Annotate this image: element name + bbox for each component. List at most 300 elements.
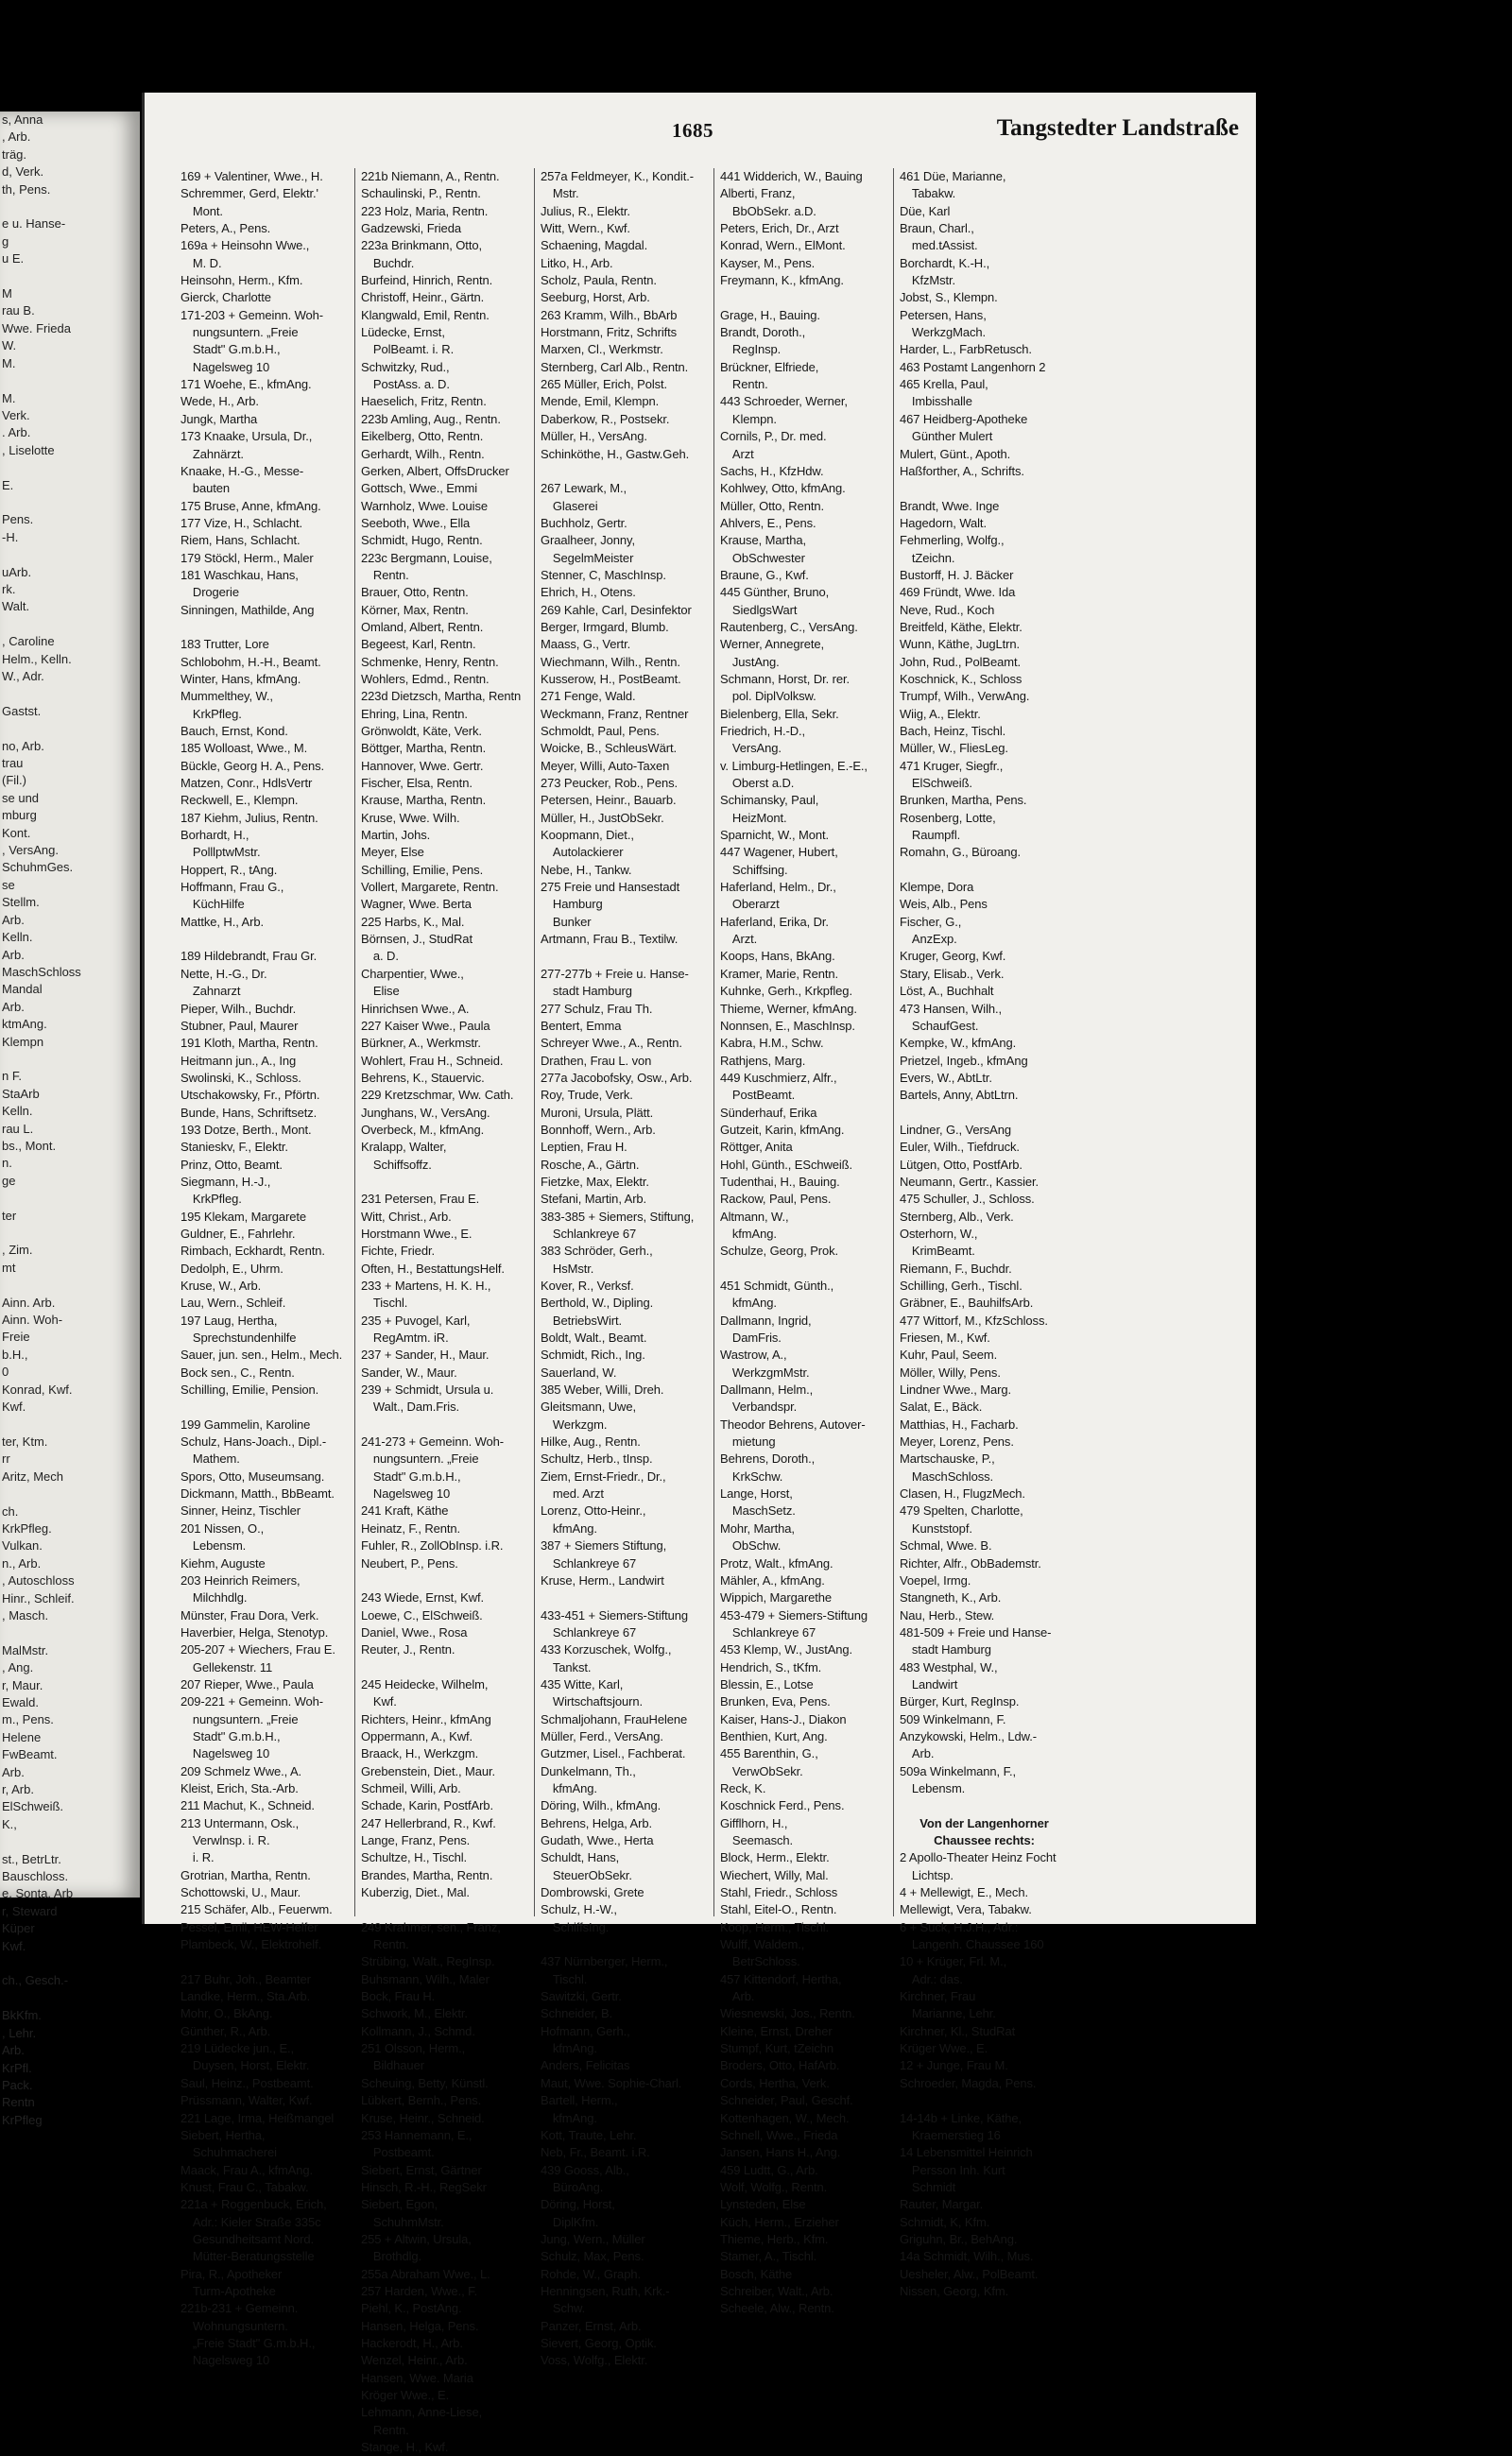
directory-entry: Mummelthey, W., — [180, 689, 273, 704]
directory-entry: Bürger, Kurt, RegInsp. — [900, 1694, 1020, 1709]
directory-entry: Harder, L., FarbRetusch. — [900, 342, 1032, 357]
directory-entry: Mende, Emil, Klempn. — [541, 394, 660, 409]
directory-entry: 387 + Siemers Stiftung, — [541, 1538, 667, 1554]
directory-entry: Koopmann, Diet., — [541, 828, 634, 843]
directory-entry: Daberkow, R., Postsekr. — [541, 411, 670, 426]
directory-entry: Schmann, Horst, Dr. rer. — [720, 671, 850, 686]
directory-entry: kfmAng. — [720, 1296, 777, 1311]
directory-entry: Hansen, Wwe. Maria — [361, 2370, 473, 2385]
directory-entry: Griguhn, Br., BehAng. — [900, 2231, 1018, 2246]
directory-entry: 467 Heidberg-Apotheke — [900, 411, 1028, 426]
directory-entry: Clasen, H., FlugzMech. — [900, 1486, 1025, 1502]
directory-entry: Kott, Traute, Lehr. — [541, 2127, 637, 2142]
directory-entry: Dallmann, Ingrid, — [720, 1313, 812, 1328]
directory-entry: 483 Westphal, W., — [900, 1659, 998, 1675]
directory-entry: Meyer, Willi, Auto-Taxen — [541, 758, 670, 773]
directory-entry: Koops, Hans, BkAng. — [720, 949, 835, 964]
prev-page-line: Vulkan. — [2, 1538, 43, 1554]
directory-entry: 225 Harbs, K., Mal. — [361, 914, 465, 929]
directory-entry: 187 Kiehm, Julius, Rentn. — [180, 810, 318, 825]
directory-entry: Knust, Frau C., Tabakw. — [180, 2179, 309, 2194]
directory-entry: VersAng. — [720, 741, 782, 756]
directory-entry: Lüdecke, Ernst, — [361, 325, 445, 340]
prev-page-line: W., Adr. — [2, 669, 44, 683]
directory-entry: 451 Schmidt, Günth., — [720, 1279, 834, 1293]
directory-entry: Schmidt, Hugo, Rentn. — [361, 533, 483, 548]
directory-entry: KfzMstr. — [900, 273, 956, 288]
prev-page-line: M — [2, 286, 12, 301]
directory-entry: Schlobohm, H.-H., Beamt. — [180, 654, 321, 669]
directory-entry: 221 Lage, Irma, Heißmangel — [180, 2110, 335, 2125]
directory-entry: Peters, Erich, Dr., Arzt — [720, 221, 839, 236]
directory-entry: Bückle, Georg H. A., Pens. — [180, 758, 325, 773]
prev-page-line: Arb. — [2, 947, 25, 962]
directory-entry: Schlankreye 67 — [541, 1624, 637, 1640]
directory-entry: Schaulinski, P., Rentn. — [361, 186, 481, 201]
prev-page-line: Kelln. — [2, 1104, 33, 1119]
directory-entry: Bürkner, A., Werkmstr. — [361, 1036, 481, 1051]
directory-entry: Maut, Wwe. Sophie-Charl. — [541, 2075, 682, 2090]
directory-entry: Trumpf, Wilh., VerwAng. — [900, 689, 1030, 704]
directory-entry: Sinner, Heinz, Tischler — [180, 1503, 301, 1519]
directory-entry: Bildhauer — [361, 2058, 424, 2073]
prev-page-line: r, Arb. — [2, 1782, 34, 1796]
directory-entry: 247 Hellerbrand, R., Kwf. — [361, 1815, 496, 1830]
directory-entry: 197 Laug, Hertha, — [180, 1313, 278, 1328]
directory-entry: Röttger, Anita — [720, 1140, 793, 1155]
directory-entry: Kruse, Wwe. Wilh. — [361, 810, 460, 825]
directory-entry: Schremmer, Gerd, Elektr.' — [180, 186, 318, 201]
directory-entry: Nagelsweg 10 — [180, 2353, 270, 2368]
directory-entry: Seeburg, Horst, Arb. — [541, 290, 650, 305]
prev-page-line: s, Anna — [2, 112, 43, 127]
prev-page-line: , Masch. — [2, 1607, 49, 1623]
directory-entry: Meyer, Lorenz, Pens. — [900, 1434, 1014, 1450]
prev-page-line: 0 — [2, 1365, 9, 1380]
directory-entry: Hamburg — [541, 897, 603, 912]
directory-entry: Dombrowski, Grete — [541, 1885, 644, 1900]
prev-page-line: Helene — [2, 1729, 42, 1744]
directory-entry: Graalheer, Jonny, — [541, 533, 635, 548]
directory-entry: Fischer, G., — [900, 914, 962, 929]
prev-page-line: MaschSchloss — [2, 964, 81, 979]
directory-entry — [180, 1953, 351, 1970]
prev-page-line — [0, 1051, 140, 1068]
prev-page-line: e, Sonta. Arb — [2, 1886, 74, 1901]
directory-entry: Dedolph, E., Uhrm. — [180, 1261, 284, 1276]
directory-entry: nungsuntern. „Freie — [180, 1711, 299, 1726]
directory-entry: Hansen, Helga, Pens. — [361, 2318, 479, 2333]
directory-entry: Buchholz, Gertr. — [541, 515, 627, 530]
directory-entry: Stary, Elisab., Verk. — [900, 966, 1005, 981]
directory-entry: Salat, E., Bäck. — [900, 1400, 983, 1415]
directory-entry: Thieme, Werner, kfmAng. — [720, 1001, 857, 1016]
directory-entry: 2 Apollo-Theater Heinz Focht — [900, 1850, 1057, 1865]
prev-page-line: n. — [2, 1156, 12, 1171]
directory-entry: Kuhnke, Gerh., Krkpfleg. — [720, 984, 852, 999]
directory-entry: Lütgen, Otto, PostfArb. — [900, 1157, 1022, 1172]
directory-entry: Kralapp, Walter, — [361, 1140, 447, 1155]
directory-entry: Schreiber, Walt., Arb. — [720, 2283, 833, 2298]
directory-entry: Tabakw. — [900, 186, 956, 201]
directory-entry: Klangwald, Emil, Rentn. — [361, 307, 490, 322]
directory-entry — [900, 1105, 1069, 1122]
directory-entry: Maass, G., Vertr. — [541, 637, 631, 652]
directory-entry: Arzt. — [720, 932, 758, 947]
directory-entry: Lindner, G., VersAng — [900, 1122, 1011, 1137]
directory-entry: 463 Postamt Langenhorn 2 — [900, 359, 1046, 374]
directory-entry: Wohlers, Edmd., Rentn. — [361, 671, 490, 686]
directory-entry: Walt., Dam.Fris. — [361, 1400, 459, 1415]
directory-entry: Richter, Alfr., ObBademstr. — [900, 1555, 1041, 1571]
directory-entry: Friedrich, H.-D., — [720, 724, 806, 738]
directory-entry: med.tAssist. — [900, 238, 978, 253]
directory-entry: 215 Schäfer, Alb., Feuerwm. — [180, 1902, 333, 1917]
directory-entry: Siegmann, H.-J., — [180, 1174, 271, 1189]
prev-page-line: , Zim. — [2, 1243, 33, 1258]
prev-page-line: KrPfleg — [2, 2112, 43, 2127]
directory-entry: Swolinski, K., Schloss. — [180, 1070, 301, 1085]
directory-entry: Günther Mulert — [900, 429, 993, 444]
directory-entry: „Freie Stadt" G.m.b.H., — [180, 2335, 316, 2350]
directory-entry: JustAng. — [720, 654, 780, 669]
directory-entry: Buhsmann, Wilh., Maler — [361, 1971, 490, 1986]
directory-entry: Winter, Hans, kfmAng. — [180, 671, 301, 686]
directory-entry: 233 + Martens, H. K. H., — [361, 1279, 491, 1293]
directory-entry: 475 Schuller, J., Schloss. — [900, 1192, 1035, 1207]
directory-entry: Krause, Martha, Rentn. — [361, 793, 487, 808]
directory-entry: Stefani, Martin, Arb. — [541, 1192, 647, 1207]
prev-page-line — [0, 1624, 140, 1641]
directory-entry: Sachs, H., KfzHdw. — [720, 463, 824, 478]
directory-entry: 185 Wolloast, Wwe., M. — [180, 741, 308, 756]
directory-entry: Schiffsing. — [720, 862, 788, 877]
prev-page-line: g — [2, 233, 9, 249]
directory-entry: Küch, Herm., Erzieher — [720, 2214, 839, 2229]
directory-entry: 219 Lüdecke jun., E., — [180, 2041, 295, 2056]
directory-entry: Kuhr, Paul, Seem. — [900, 1348, 998, 1363]
directory-entry: KüchHilfe — [180, 897, 245, 912]
directory-entry — [541, 948, 710, 965]
directory-entry: 277-277b + Freie u. Hanse- — [541, 966, 689, 981]
directory-entry: Wohnungsuntern. — [180, 2318, 288, 2333]
directory-entry: Rentn. — [720, 377, 768, 392]
directory-entry: Landwirt — [900, 1676, 958, 1692]
directory-entry: 273 Peucker, Rob., Pens. — [541, 776, 679, 791]
directory-entry: Jansen, Hans H., Ang. — [720, 2145, 841, 2160]
directory-entry: Horstmann Wwe., E. — [361, 1226, 472, 1241]
directory-entry: Gesundheitsamt Nord. — [180, 2231, 314, 2246]
directory-entry: Schilling, Emilie, Pens. — [361, 862, 484, 877]
directory-entry: Postbeamt. — [361, 2145, 435, 2160]
directory-entry: Grönwoldt, Käte, Verk. — [361, 724, 482, 738]
directory-entry: Duysen, Horst, Elektr. — [180, 2058, 310, 2073]
directory-entry: Bartell, Herm., — [541, 2093, 618, 2108]
directory-entry: Braack, H., Werkzgm. — [361, 1746, 479, 1761]
directory-entry: Borhardt, H., — [180, 828, 249, 843]
directory-entry: Sinningen, Mathilde, Ang — [180, 602, 315, 617]
directory-entry: Schilling, Emilie, Pension. — [180, 1383, 319, 1398]
directory-entry: 239 + Schmidt, Ursula u. — [361, 1383, 494, 1398]
directory-entry: Stadt" G.m.b.H., — [361, 1468, 461, 1484]
directory-entry: Tankst. — [541, 1659, 592, 1675]
directory-entry: Sander, W., Maur. — [361, 1365, 457, 1380]
directory-entry: Guldner, E., Fahrlehr. — [180, 1226, 296, 1241]
directory-entry: Kuberzig, Diet., Mal. — [361, 1885, 470, 1900]
directory-entry: 433-451 + Siemers-Stiftung — [541, 1607, 689, 1623]
directory-entry: Wohlert, Frau H., Schneid. — [361, 1053, 504, 1068]
directory-entry: Henningsen, Ruth, Krk.- — [541, 2283, 670, 2298]
prev-page-line: , VersAng. — [2, 843, 59, 858]
directory-entry — [180, 1399, 351, 1416]
directory-entry: SteuerObSekr. — [541, 1867, 632, 1882]
directory-entry: 231 Petersen, Frau E. — [361, 1192, 480, 1207]
directory-entry: Hackerodt, H., Arb. — [361, 2335, 463, 2350]
directory-entry: Wolf, Wolfg., Rentn. — [720, 2179, 828, 2194]
directory-entry — [361, 1417, 530, 1434]
directory-entry: Sünderhauf, Erika — [720, 1105, 817, 1120]
directory-entry: 435 Witte, Karl, — [541, 1676, 624, 1692]
directory-entry: 209 Schmelz Wwe., A. — [180, 1763, 302, 1778]
prev-page-line: KrkPfleg. — [2, 1520, 52, 1536]
prev-page-line: st., BetrLtr. — [2, 1851, 61, 1866]
prev-page-line: ElSchweiß. — [2, 1799, 64, 1814]
directory-entry: Plambeck, W., Elektrohelf. — [180, 1937, 322, 1952]
directory-entry: 171 Woehe, E., kfmAng. — [180, 377, 312, 392]
prev-page-line: MalMstr. — [2, 1642, 49, 1657]
directory-entry: Schmeil, Willi, Arb. — [361, 1780, 461, 1795]
directory-entry: Schmal, Wwe. B. — [900, 1538, 992, 1554]
directory-entry: 461 Düe, Marianne, — [900, 169, 1006, 183]
directory-entry: Stanieskv, F., Elektr. — [180, 1140, 288, 1155]
directory-entry: Turm-Apotheke — [180, 2283, 276, 2298]
directory-entry: Imbisshalle — [900, 394, 972, 409]
directory-entry — [180, 931, 351, 948]
prev-page-line: Bauschloss. — [2, 1869, 69, 1884]
directory-entry: WerkzgmMstr. — [720, 1365, 810, 1380]
directory-entry: 453 Klemp, W., JustAng. — [720, 1642, 853, 1657]
prev-page-line: d, Verk. — [2, 164, 44, 180]
prev-page-line — [0, 1955, 140, 1972]
directory-entry: Müller, Ferd., VersAng. — [541, 1728, 663, 1743]
directory-entry: Schinköthe, H., Gastw.Geh. — [541, 446, 690, 461]
directory-entry: Often, H., BestattungsHelf. — [361, 1261, 505, 1276]
directory-entry: Wiechert, Willy, Mal. — [720, 1867, 829, 1882]
directory-entry: 179 Stöckl, Herm., Maler — [180, 550, 314, 565]
directory-entry: Schlankreye 67 — [720, 1624, 816, 1640]
directory-entry: Bielenberg, Ella, Sekr. — [720, 706, 839, 721]
directory-entry: 257 Harden, Wwe., F. — [361, 2283, 477, 2298]
directory-entry: Autolackierer — [541, 845, 624, 860]
previous-page-edge — [0, 112, 140, 2127]
directory-entry: 257a Feldmeyer, K., Kondit.- — [541, 169, 694, 183]
prev-page-line: M. — [2, 355, 16, 370]
directory-entry: Nau, Herb., Stew. — [900, 1607, 995, 1623]
prev-page-line: n., Arb. — [2, 1555, 42, 1571]
directory-entry: Kruse, Herm., Landwirt — [541, 1572, 664, 1588]
directory-entry: 469 Fründt, Wwe. Ida — [900, 585, 1016, 600]
directory-entry: Glaserei — [541, 498, 598, 513]
directory-entry: Omland, Albert, Rentn. — [361, 619, 484, 634]
directory-entry: Schuldt, Hans, — [541, 1850, 620, 1865]
directory-entry: Rentn. — [361, 1937, 409, 1952]
directory-entry: Voss, Wolfg., Elektr. — [541, 2353, 648, 2368]
directory-entry: Brunken, Eva, Pens. — [720, 1694, 831, 1709]
directory-entry: 191 Kloth, Martha, Rentn. — [180, 1036, 318, 1051]
directory-entry: Stahl, Eitel-O., Rentn. — [720, 1902, 837, 1917]
directory-entry: ObSchw. — [720, 1538, 782, 1554]
directory-entry: KrkSchw. — [720, 1468, 783, 1484]
directory-entry: Scheuing, Betty, Künstl. — [361, 2075, 489, 2090]
directory-entry: Verwlnsp. i. R. — [180, 1833, 270, 1847]
prev-page-line: mburg — [2, 808, 37, 823]
directory-entry: Rentn. — [361, 567, 409, 582]
directory-entry: Günther, R., Arb. — [180, 2023, 271, 2038]
directory-entry: Sprechstundenhilfe — [180, 1331, 297, 1346]
directory-entry: Ziem, Ernst-Friedr., Dr., — [541, 1468, 666, 1484]
directory-entry: 243 Wiede, Ernst, Kwf. — [361, 1590, 485, 1606]
directory-entry: Grage, H., Bauing. — [720, 307, 820, 322]
directory-entry: Schwitzky, Rud., — [361, 359, 450, 374]
directory-entry: Lebensm. — [900, 1780, 966, 1795]
prev-page-line: Aritz, Mech — [2, 1468, 64, 1484]
directory-entry: Rathjens, Marg. — [720, 1053, 806, 1068]
directory-entry: 221a + Roggenbuck, Erich, — [180, 2197, 327, 2212]
directory-entry: Körner, Max, Rentn. — [361, 602, 469, 617]
prev-page-line: (Fil.) — [2, 773, 26, 788]
prev-page-line: ktmAng. — [2, 1017, 47, 1032]
directory-entry: Ahlvers, E., Pens. — [720, 515, 816, 530]
directory-entry: 171-203 + Gemeinn. Woh- — [180, 307, 324, 322]
directory-entry: Rosche, A., Gärtn. — [541, 1157, 640, 1172]
directory-entry: Verbandspr. — [720, 1400, 798, 1415]
directory-entry: Kottenhagen, W., Mech. — [720, 2110, 850, 2125]
directory-entry: 223 Holz, Maria, Rentn. — [361, 203, 489, 218]
directory-entry: Scheele, Alw., Rentn. — [720, 2301, 834, 2316]
directory-entry: Vollert, Margarete, Rentn. — [361, 880, 499, 895]
directory-entry: Heitmann jun., A., Ing — [180, 1053, 297, 1068]
directory-entry: HsMstr. — [541, 1261, 594, 1276]
directory-entry: BetriebsWirt. — [541, 1313, 623, 1328]
prev-page-line: Ewald. — [2, 1694, 40, 1709]
directory-entry: Witt, Christ., Arb. — [361, 1209, 452, 1224]
directory-entry: Kleine, Ernst, Dreher — [720, 2023, 833, 2038]
directory-entry: Schultze, H., Tischl. — [361, 1850, 468, 1865]
directory-entry: KrkPfleg. — [180, 1192, 242, 1207]
directory-entry: Fichte, Friedr. — [361, 1244, 435, 1259]
directory-entry: Wippich, Margarethe — [720, 1590, 833, 1606]
directory-entry: Münster, Frau Dora, Verk. — [180, 1607, 319, 1623]
page-number: 1685 — [672, 119, 713, 142]
directory-entry: Arb. — [720, 1989, 755, 2004]
directory-entry: Siebert, Egon, — [361, 2197, 438, 2212]
directory-entry: 509 Winkelmann, F. — [900, 1711, 1006, 1726]
prev-page-line — [0, 1486, 140, 1503]
prev-page-line: se — [2, 877, 15, 892]
directory-entry: Buchdr. — [361, 255, 415, 270]
directory-entry: Seeboth, Wwe., Ella — [361, 515, 471, 530]
directory-entry: Martschauske, P., — [900, 1451, 995, 1467]
prev-page-line — [0, 546, 140, 563]
directory-entry: Kirchner, Kl., StudRat — [900, 2023, 1016, 2038]
directory-entry: Leptien, Frau H. — [541, 1140, 627, 1155]
prev-page-line: ch. — [2, 1503, 19, 1519]
prev-page-line — [0, 372, 140, 389]
directory-entry: Sauerland, W. — [541, 1365, 617, 1380]
directory-entry: Rohde, W., Graph. — [541, 2266, 641, 2281]
directory-entry: Saul, Heinz., Postbeamt. — [180, 2075, 314, 2090]
directory-entry: Kruse, Heinr., Schneid. — [361, 2110, 485, 2125]
directory-entry: Gutzmer, Lisel., Fachberat. — [541, 1746, 686, 1761]
directory-entry: Elise — [361, 984, 400, 999]
directory-entry: Schulz, Hans-Joach., Dipl.- — [180, 1434, 327, 1450]
directory-entry: 465 Krella, Paul, — [900, 377, 988, 392]
directory-entry: bauten — [180, 481, 231, 496]
directory-entry: kfmAng. — [541, 2041, 597, 2056]
directory-entry: Petersen, Heinr., Bauarb. — [541, 793, 677, 808]
directory-entry: 383-385 + Siemers, Stiftung, — [541, 1209, 695, 1224]
directory-entry: Daniel, Wwe., Rosa — [361, 1624, 468, 1640]
directory-entry: Rauter, Margar. — [900, 2197, 984, 2212]
directory-entry: DamFris. — [720, 1331, 782, 1346]
directory-entry: Wirtschaftsjourn. — [541, 1694, 644, 1709]
directory-entry: Prinz, Otto, Beamt. — [180, 1157, 283, 1172]
directory-entry: Rosenberg, Lotte, — [900, 810, 996, 825]
directory-entry: Hinsch, R.-H., RegSekr — [361, 2179, 487, 2194]
directory-entry: Adr.: Kieler Straße 335c — [180, 2214, 321, 2229]
directory-entry: 455 Barenthin, G., — [720, 1746, 818, 1761]
directory-entry: 241 Kraft, Käthe — [361, 1503, 449, 1519]
directory-entry: BüroAng. — [541, 2179, 604, 2194]
directory-entry: Kiehm, Auguste — [180, 1555, 266, 1571]
directory-entry: 477 Wittorf, M., KfzSchloss. — [900, 1313, 1048, 1328]
directory-entry: Schmidt, K, Kfm. — [900, 2214, 990, 2229]
directory-entry: Siebert, Ernst, Gärtner — [361, 2162, 482, 2177]
prev-page-line — [0, 1190, 140, 1207]
directory-entry: 449 Kuschmierz, Alfr., — [720, 1070, 837, 1085]
directory-entry: Mohr, Martha, — [720, 1520, 795, 1536]
directory-entry: 211 Machut, K., Schneid. — [180, 1798, 315, 1813]
directory-entry: 205-207 + Wiechers, Frau E. — [180, 1642, 335, 1657]
directory-entry: 265 Müller, Erich, Polst. — [541, 377, 668, 392]
directory-entry: Tudenthai, H., Bauing. — [720, 1174, 840, 1189]
directory-entry: Koop, Herm., Tischl. — [720, 1919, 830, 1934]
directory-entry: Drathen, Frau L. von — [541, 1053, 652, 1068]
directory-entry: Klempn. — [720, 411, 777, 426]
directory-entry: 223c Bergmann, Louise, — [361, 550, 492, 565]
directory-entry: nungsuntern. „Freie — [180, 325, 299, 340]
prev-page-line: Walt. — [2, 599, 30, 614]
directory-entry: Lindner Wwe., Marg. — [900, 1383, 1012, 1398]
directory-entry: Schultz, Herb., tInsp. — [541, 1451, 653, 1467]
prev-page-line: BkKfm. — [2, 2008, 42, 2023]
directory-entry: PostBeamt. — [720, 1088, 796, 1103]
directory-entry: kfmAng. — [541, 2110, 597, 2125]
directory-entry: Gellekenstr. 11 — [180, 1659, 273, 1675]
directory-entry: Muroni, Ursula, Plätt. — [541, 1105, 654, 1120]
directory-entry: Seemasch. — [720, 1833, 794, 1847]
prev-page-line: , Arb. — [2, 129, 31, 145]
directory-entry: Grebenstein, Diet., Maur. — [361, 1763, 496, 1778]
directory-entry: Meyer, Else — [361, 845, 424, 860]
directory-entry — [900, 1797, 1069, 1814]
directory-entry: Hoppert, R., tAng. — [180, 862, 278, 877]
directory-entry: 481-509 + Freie und Hanse- — [900, 1624, 1052, 1640]
directory-entry: Matzen, Conr., HdlsVertr — [180, 776, 313, 791]
directory-entry: Schw. — [541, 2301, 586, 2316]
directory-entry: Hofmann, Gerh., — [541, 2023, 630, 2038]
directory-entry: 255 + Altwin, Ursula, — [361, 2231, 472, 2246]
